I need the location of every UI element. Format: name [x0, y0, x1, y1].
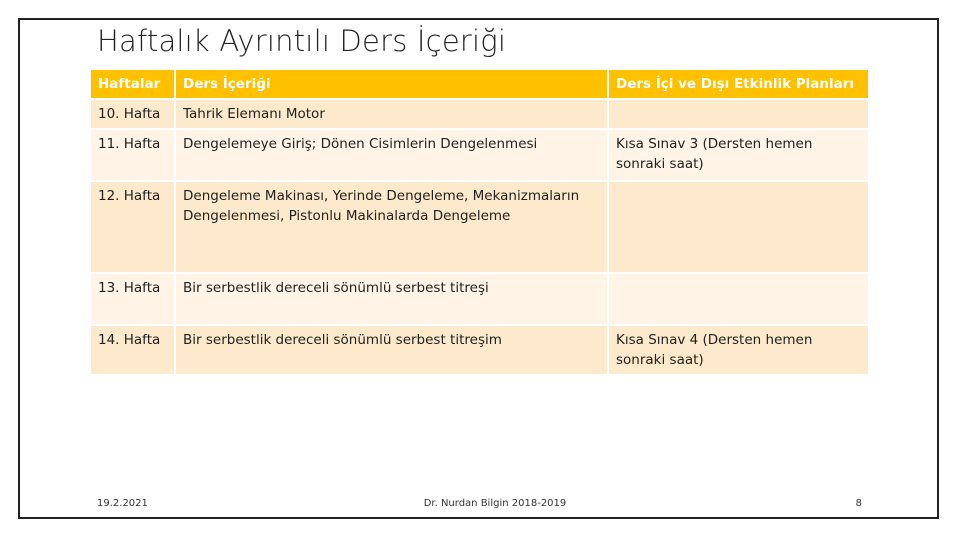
week-cell: 14. Hafta — [90, 325, 175, 375]
content-cell: Bir serbestlik dereceli sönümlü serbest titreşim — [175, 325, 608, 375]
table-row — [90, 99, 869, 129]
header-content: Ders İçeriği — [175, 69, 608, 99]
slide-title: Haftalık Ayrıntılı Ders İçeriği — [97, 24, 507, 58]
activity-cell: Kısa Sınav 4 (Dersten hemen sonraki saat) — [608, 325, 869, 375]
week-cell: 12. Hafta — [90, 181, 175, 273]
table-row — [90, 181, 869, 273]
header-activities: Ders İçi ve Dışı Etkinlik Planları — [608, 69, 869, 99]
week-cell: 11. Hafta — [90, 129, 175, 181]
table-row — [90, 325, 869, 375]
table-row — [90, 129, 869, 181]
content-cell: Bir serbestlik dereceli sönümlü serbest titreşi — [175, 273, 608, 325]
course-plan-table — [89, 68, 870, 376]
activity-cell — [608, 181, 869, 273]
content-cell: Dengelemeye Giriş; Dönen Cisimlerin Dengelenmesi — [175, 129, 608, 181]
page-number: 8 — [855, 498, 862, 509]
footer-author: Dr. Nurdan Bilgin 2018-2019 — [423, 498, 567, 509]
header-weeks: Haftalar — [90, 69, 175, 99]
activity-cell: Kısa Sınav 3 (Dersten hemen sonraki saat) — [608, 129, 869, 181]
content-cell: Dengeleme Makinası, Yerinde Dengeleme, Mekanizmaların Dengelenmesi, Pistonlu Makinalarda Dengeleme — [175, 181, 608, 273]
week-cell: 13. Hafta — [90, 273, 175, 325]
table-row — [90, 273, 869, 325]
activity-cell — [608, 99, 869, 129]
week-cell: 10. Hafta — [90, 99, 175, 129]
footer-date: 19.2.2021 — [97, 498, 148, 509]
content-cell: Tahrik Elemanı Motor — [175, 99, 608, 129]
activity-cell — [608, 273, 869, 325]
table-header-row — [90, 69, 869, 99]
